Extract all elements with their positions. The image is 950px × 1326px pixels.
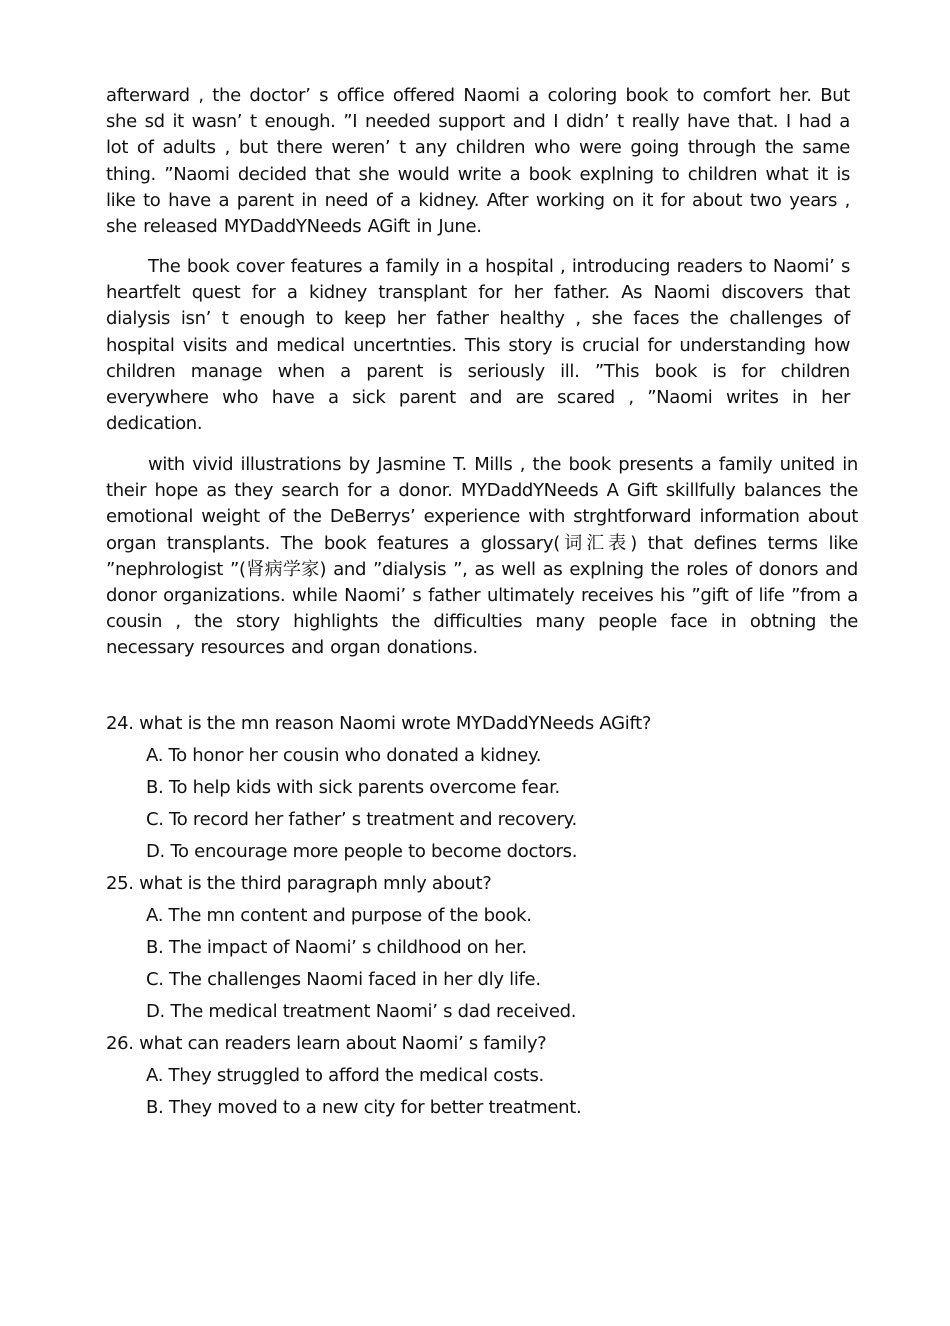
- option-b: B. They moved to a new city for better treatment.: [146, 1097, 582, 1118]
- passage-paragraph-3: with vivid illustrations by Jasmine T. Mills , the book presents a family united in their hope as they search for a donor. MYDaddYNeeds A Gift skillfully balances the emotional weight of the DeBerrys’ experience with strghtforward information about organ transplants. The book features a glossary(词汇表) that defines terms like ”nephrologist ”(肾病学家) and ”dialysis ”, as well as explning the roles of donors and donor organizations. while Naomi’ s father ultimately receives his ”gift of life ”from a cousin , the story highlights the difficulties many people face in obtning the necessary resources and organ donations.: [106, 454, 858, 659]
- option-c: C. To record her father’ s treatment and recovery.: [146, 809, 577, 830]
- question-stem: 24. what is the mn reason Naomi wrote MYDaddYNeeds AGift?: [106, 713, 652, 734]
- passage-paragraph-1: afterward , the doctor’ s office offered Naomi a coloring book to comfort her. But she sd it wasn’ t enough. ”I needed support and I didn’ t really have that. I had a lot of adults , but there weren’ t any children who were going through the same thing. ”Naomi decided that she would write a book explning to children what it is like to have a parent in need of a kidney. After working on it for about two years , she released MYDaddYNeeds AGift in June.: [106, 85, 850, 238]
- option-a: A. They struggled to afford the medical costs.: [146, 1065, 544, 1086]
- passage-paragraph-2: The book cover features a family in a hospital , introducing readers to Naomi’ s heartfelt quest for a kidney transplant for her father. As Naomi discovers that dialysis isn’ t enough to keep her father healthy , she faces the challenges of hospital visits and medical uncertnties. This story is crucial for understanding how children manage when a parent is seriously ill. ”This book is for children everywhere who have a sick parent and are scared , ”Naomi writes in her dedication.: [106, 256, 850, 435]
- option-b: B. The impact of Naomi’ s childhood on her.: [146, 937, 527, 958]
- option-b: B. To help kids with sick parents overcome fear.: [146, 777, 560, 798]
- option-a: A. To honor her cousin who donated a kidney.: [146, 745, 542, 766]
- option-c: C. The challenges Naomi faced in her dly life.: [146, 969, 541, 990]
- option-d: D. The medical treatment Naomi’ s dad received.: [146, 1001, 577, 1022]
- option-d: D. To encourage more people to become doctors.: [146, 841, 578, 862]
- question-24: [106, 708, 850, 868]
- question-26: [106, 1028, 850, 1124]
- option-a: A. The mn content and purpose of the book.: [146, 905, 532, 926]
- question-stem: 26. what can readers learn about Naomi’ s family?: [106, 1033, 547, 1054]
- question-25: [106, 868, 850, 1028]
- question-stem: 25. what is the third paragraph mnly about?: [106, 873, 492, 894]
- question-list: [106, 708, 850, 1124]
